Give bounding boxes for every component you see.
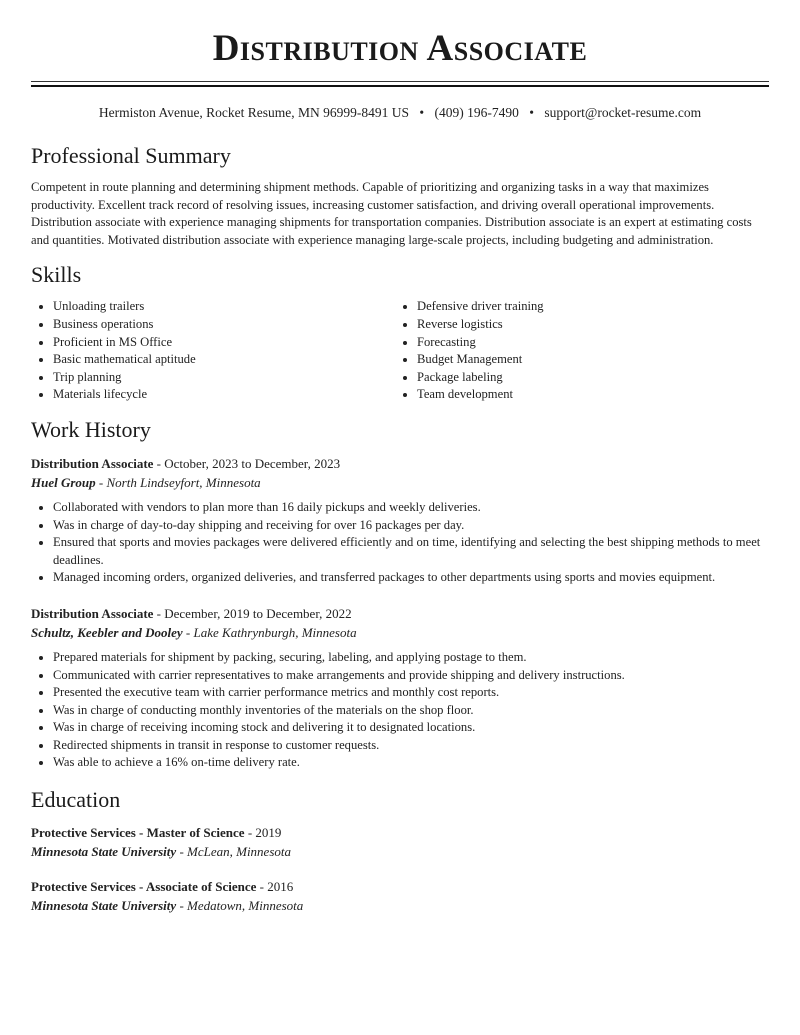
- bullet-separator-icon: •: [419, 105, 425, 120]
- job-bullets: [31, 649, 769, 772]
- title-divider-thick: [31, 85, 769, 87]
- education-entry: [31, 823, 769, 862]
- title-divider-thin: [31, 81, 769, 82]
- summary-section: [31, 142, 769, 249]
- education-section: [31, 786, 769, 916]
- school-location: - Medatown, Minnesota: [176, 898, 304, 914]
- skill-item: Package labeling: [395, 369, 759, 387]
- contact-line: [31, 104, 769, 122]
- job-location: - North Lindseyfort, Minnesota: [95, 474, 261, 490]
- job-title-line: [31, 604, 769, 623]
- job-company-line: [31, 473, 769, 493]
- skills-heading: Skills: [31, 262, 82, 288]
- degree: Protective Services - Associate of Science: [31, 879, 257, 895]
- job-title: Distribution Associate: [31, 455, 154, 471]
- job-entry: [31, 454, 769, 587]
- summary-text: Competent in route planning and determining shipment methods. Capable of prioritizing and organizing tasks in a way that maximizes productivity. Excellent track record of resolving issues, increasing customer satisfaction, and driving overall operational improvements. Distribution associate with experience managing shipments for transportation companies. Distribution associate is an expert at estimating costs and quantities. Motivated distribution associate with experience managing large-scale projects, including budgeting and administration.: [31, 180, 752, 247]
- school-line: [31, 896, 769, 916]
- skill-item: Unloading trailers: [31, 298, 395, 316]
- skills-list-right: [395, 298, 759, 404]
- skill-item: Reverse logistics: [395, 316, 759, 334]
- job-bullet: Was able to achieve a 16% on-time delivery rate.: [31, 754, 769, 772]
- degree: Protective Services - Master of Science: [31, 825, 245, 841]
- job-entry: [31, 604, 769, 772]
- skill-item: Business operations: [31, 316, 395, 334]
- job-location: - Lake Kathrynburgh, Minnesota: [182, 624, 357, 640]
- job-company: Huel Group: [31, 474, 96, 490]
- contact-address: Hermiston Avenue, Rocket Resume, MN 96999-8491 US: [98, 105, 410, 120]
- bullet-separator-icon: •: [529, 105, 535, 120]
- skill-item: Forecasting: [395, 334, 759, 352]
- job-company-line: [31, 623, 769, 643]
- job-bullet: Was in charge of receiving incoming stock and delivering it to designated locations.: [31, 719, 769, 737]
- school-name: Minnesota State University: [31, 844, 177, 860]
- job-bullet: Prepared materials for shipment by packing, securing, labeling, and applying postage to them.: [31, 649, 769, 667]
- job-bullets: [31, 499, 769, 587]
- skills-section: [31, 261, 769, 404]
- job-title: Distribution Associate: [31, 605, 154, 621]
- skill-item: Proficient in MS Office: [31, 334, 395, 352]
- school-location: - McLean, Minnesota: [176, 844, 291, 860]
- graduation-year: - 2016: [256, 879, 294, 895]
- contact-phone: (409) 196-7490: [434, 105, 519, 120]
- skills-columns: [31, 298, 769, 404]
- job-dates: - December, 2019 to December, 2022: [153, 605, 352, 621]
- job-bullet: Ensured that sports and movies packages were delivered efficiently and on time, identifying and selecting the best shipping methods to meet deadlines.: [31, 534, 769, 569]
- contact-email[interactable]: support@rocket-resume.com: [544, 105, 702, 120]
- education-entry: [31, 877, 769, 916]
- summary-heading: Professional Summary: [31, 143, 231, 168]
- skill-item: Defensive driver training: [395, 298, 759, 316]
- skill-item: Budget Management: [395, 351, 759, 369]
- skill-item: Team development: [395, 386, 759, 404]
- job-bullet: Presented the executive team with carrier performance metrics and monthly cost reports.: [31, 684, 769, 702]
- work-history-section: [31, 416, 769, 772]
- graduation-year: - 2019: [244, 825, 282, 841]
- skill-item: Materials lifecycle: [31, 386, 395, 404]
- job-bullet: Was in charge of conducting monthly inventories of the materials on the shop floor.: [31, 702, 769, 720]
- job-bullet: Managed incoming orders, organized deliveries, and transferred packages to other departments using sports and movies equipment.: [31, 569, 769, 587]
- skill-item: Trip planning: [31, 369, 395, 387]
- skill-item: Basic mathematical aptitude: [31, 351, 395, 369]
- job-title-line: [31, 454, 769, 473]
- job-bullet: Was in charge of day-to-day shipping and receiving for over 16 packages per day.: [31, 517, 769, 535]
- school-line: [31, 842, 769, 862]
- education-heading: Education: [31, 787, 121, 813]
- job-dates: - October, 2023 to December, 2023: [153, 455, 341, 471]
- job-company: Schultz, Keebler and Dooley: [31, 624, 183, 640]
- degree-line: [31, 823, 769, 842]
- job-bullet: Redirected shipments in transit in response to customer requests.: [31, 737, 769, 755]
- skills-list-left: [31, 298, 395, 404]
- degree-line: [31, 877, 769, 896]
- work-history-heading: Work History: [31, 416, 151, 442]
- school-name: Minnesota State University: [31, 898, 177, 914]
- job-bullet: Communicated with carrier representatives to make arrangements and provide shipping and delivery instructions.: [31, 667, 769, 685]
- resume-title: Distribution Associate: [212, 28, 588, 69]
- job-bullet: Collaborated with vendors to plan more than 16 daily pickups and weekly deliveries.: [31, 499, 769, 517]
